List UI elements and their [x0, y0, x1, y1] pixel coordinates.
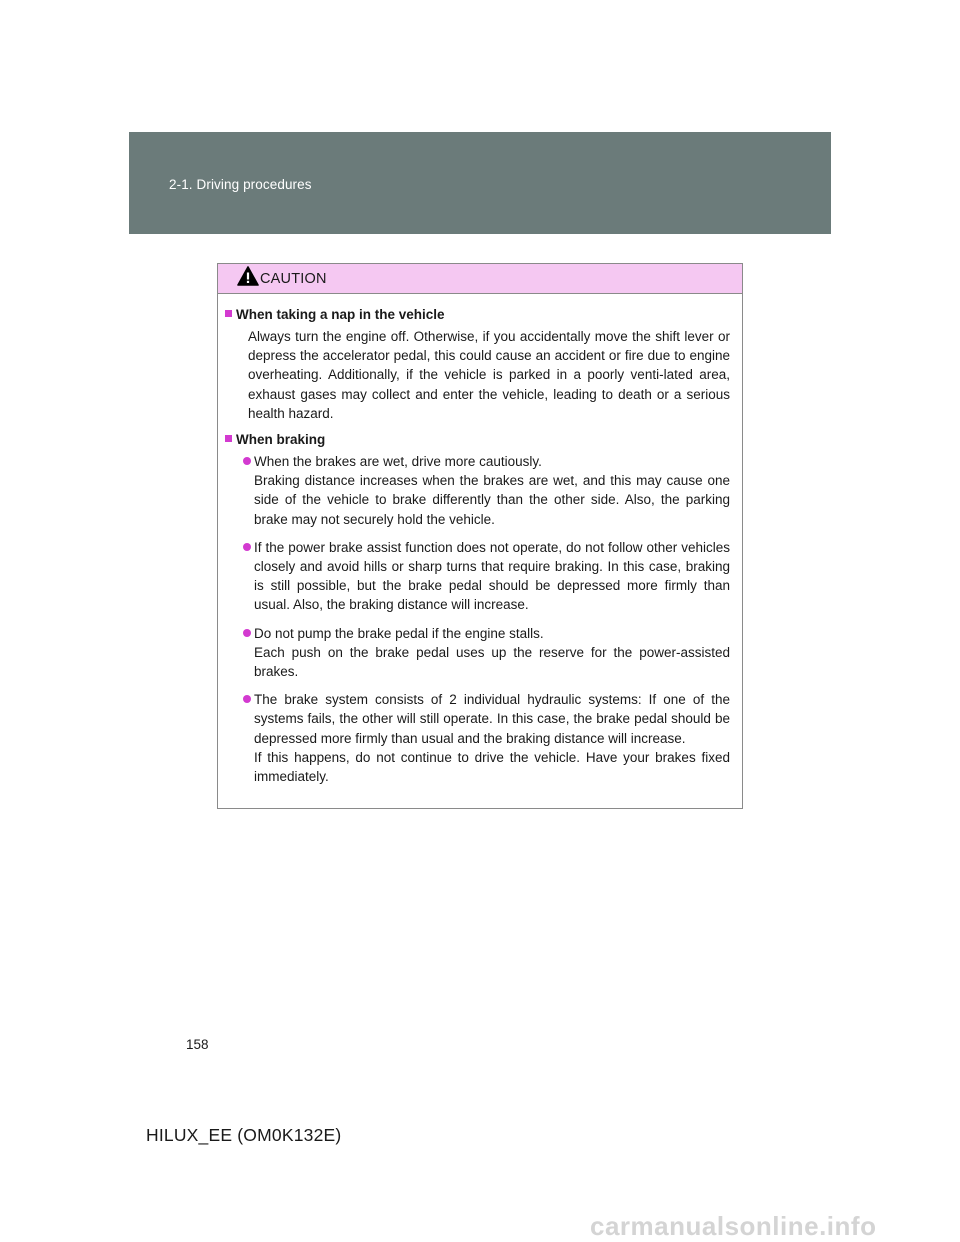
round-bullet-icon: [243, 543, 251, 551]
list-item: [254, 624, 730, 682]
square-bullet-icon: [225, 435, 232, 442]
item-text: Braking distance increases when the brakes are wet, and this may cause one side of the vehicle to brake differently than the other side. Also, the parking brake may not securely hold the vehicle.: [254, 473, 730, 527]
list-item: [254, 538, 730, 615]
item-lead: Do not pump the brake pedal if the engine stalls.: [254, 625, 544, 641]
list-item: [254, 690, 730, 786]
section-heading: [224, 305, 736, 324]
item-text-continued: If this happens, do not continue to drive the vehicle. Have your brakes fixed immediately.: [254, 749, 730, 785]
page-number: 158: [186, 1037, 209, 1052]
caution-box: [217, 263, 743, 809]
round-bullet-icon: [243, 695, 251, 703]
list-item: [254, 452, 730, 529]
item-text: If the power brake assist function does not operate, do not follow other vehicles closely and avoid hills or sharp turns that require braking. In this case, braking is still possible, but the brake pedal should be depressed more firmly than usual. Also, the braking distance will increase.: [254, 539, 730, 613]
document-code: HILUX_EE (OM0K132E): [146, 1125, 342, 1145]
watermark: carmanualsonline.info: [590, 1211, 877, 1241]
item-lead: When the brakes are wet, drive more cautiously.: [254, 454, 542, 470]
caution-body: [218, 294, 742, 786]
caution-label: CAUTION: [260, 271, 327, 287]
square-bullet-icon: [225, 310, 232, 317]
section-paragraph: Always turn the engine off. Otherwise, if you accidentally move the shift lever or depress the accelerator pedal, this could cause an accident or fire due to engine overheating. Additionally, if the vehicle is parked in a poorly venti-lated area, exhaust gases may collect and enter the vehicle, leading to death or a serious health hazard.: [248, 329, 730, 421]
round-bullet-icon: [243, 629, 251, 637]
item-text: The brake system consists of 2 individual hydraulic systems: If one of the systems fails, the other will still operate. In this case, the brake pedal should be depressed more firmly than usual and the braking distance will increase.: [254, 692, 730, 746]
warning-triangle-icon: [236, 265, 260, 287]
section-title: 2-1. Driving procedures: [169, 177, 312, 192]
caution-header: [218, 264, 742, 294]
heading-text: When taking a nap in the vehicle: [236, 307, 445, 322]
header-band: [129, 132, 831, 234]
heading-text: When braking: [236, 432, 326, 448]
item-text: Each push on the brake pedal uses up the reserve for the power-assisted brakes.: [254, 644, 730, 680]
section-heading: [224, 430, 736, 449]
round-bullet-icon: [243, 457, 251, 465]
